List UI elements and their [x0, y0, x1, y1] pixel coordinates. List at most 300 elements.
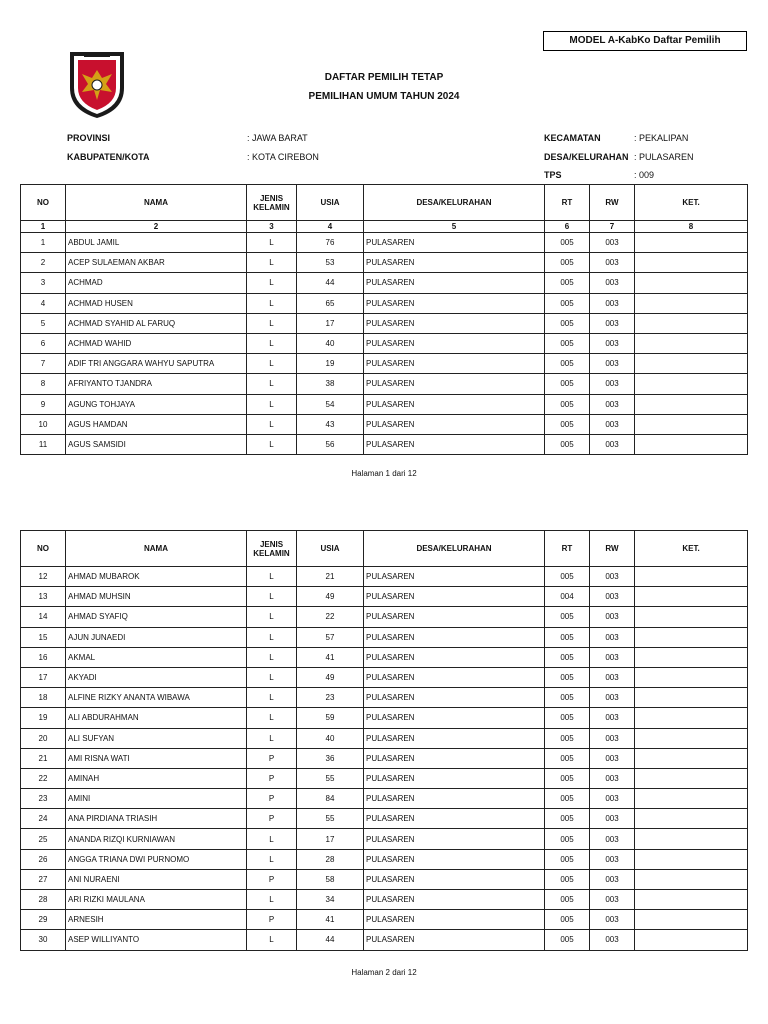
table-row — [21, 708, 748, 728]
cell-nama: AGUNG TOHJAYA — [66, 394, 247, 414]
cell-rw: 003 — [590, 708, 635, 728]
cell-jenis-kelamin: L — [247, 253, 297, 273]
cell-usia: 59 — [297, 708, 364, 728]
cell-desa: PULASAREN — [364, 748, 545, 768]
col-number: 5 — [364, 221, 545, 233]
cell-rw: 003 — [590, 394, 635, 414]
cell-ket — [635, 587, 748, 607]
cell-rt: 005 — [545, 253, 590, 273]
table-row — [21, 253, 748, 273]
kabkota-label: KABUPATEN/KOTA — [67, 152, 150, 162]
cell-desa: PULASAREN — [364, 849, 545, 869]
cell-nama: ANGGA TRIANA DWI PURNOMO — [66, 849, 247, 869]
tps-value: : 009 — [634, 170, 655, 180]
cell-jenis-kelamin: P — [247, 768, 297, 788]
cell-usia: 17 — [297, 829, 364, 849]
cell-usia: 36 — [297, 748, 364, 768]
cell-desa: PULASAREN — [364, 567, 545, 587]
cell-nama: AJUN JUNAEDI — [66, 627, 247, 647]
cell-nama: ALFINE RIZKY ANANTA WIBAWA — [66, 688, 247, 708]
cell-desa: PULASAREN — [364, 233, 545, 253]
col-header-ket: KET. — [635, 531, 748, 567]
cell-ket — [635, 647, 748, 667]
cell-rt: 005 — [545, 910, 590, 930]
cell-desa: PULASAREN — [364, 627, 545, 647]
cell-usia: 21 — [297, 567, 364, 587]
cell-desa: PULASAREN — [364, 930, 545, 950]
cell-jenis-kelamin: L — [247, 849, 297, 869]
cell-desa: PULASAREN — [364, 273, 545, 293]
cell-desa: PULASAREN — [364, 434, 545, 454]
cell-rw: 003 — [590, 748, 635, 768]
cell-rt: 005 — [545, 647, 590, 667]
cell-jenis-kelamin: L — [247, 829, 297, 849]
cell-rt: 005 — [545, 768, 590, 788]
cell-no: 26 — [21, 849, 66, 869]
cell-desa: PULASAREN — [364, 354, 545, 374]
cell-jenis-kelamin: L — [247, 728, 297, 748]
table-row — [21, 313, 748, 333]
cell-usia: 54 — [297, 394, 364, 414]
cell-rw: 003 — [590, 930, 635, 950]
cell-ket — [635, 809, 748, 829]
cell-rw: 003 — [590, 647, 635, 667]
cell-rw: 003 — [590, 313, 635, 333]
cell-rt: 005 — [545, 728, 590, 748]
cell-usia: 19 — [297, 354, 364, 374]
cell-desa: PULASAREN — [364, 789, 545, 809]
cell-ket — [635, 434, 748, 454]
cell-nama: AFRIYANTO TJANDRA — [66, 374, 247, 394]
table-row — [21, 869, 748, 889]
cell-no: 19 — [21, 708, 66, 728]
table-row — [21, 728, 748, 748]
cell-usia: 41 — [297, 647, 364, 667]
cell-nama: AMINAH — [66, 768, 247, 788]
cell-no: 5 — [21, 313, 66, 333]
cell-rw: 003 — [590, 587, 635, 607]
cell-no: 11 — [21, 434, 66, 454]
col-header-nama: NAMA — [66, 185, 247, 221]
cell-jenis-kelamin: L — [247, 273, 297, 293]
cell-rt: 005 — [545, 607, 590, 627]
cell-ket — [635, 869, 748, 889]
table-row — [21, 567, 748, 587]
cell-rt: 005 — [545, 354, 590, 374]
cell-ket — [635, 374, 748, 394]
cell-ket — [635, 333, 748, 353]
cell-rw: 003 — [590, 910, 635, 930]
table-row — [21, 414, 748, 434]
cell-usia: 56 — [297, 434, 364, 454]
cell-desa: PULASAREN — [364, 829, 545, 849]
cell-no: 14 — [21, 607, 66, 627]
cell-ket — [635, 233, 748, 253]
table-row — [21, 394, 748, 414]
cell-no: 17 — [21, 667, 66, 687]
cell-desa: PULASAREN — [364, 414, 545, 434]
cell-desa: PULASAREN — [364, 869, 545, 889]
cell-ket — [635, 313, 748, 333]
cell-desa: PULASAREN — [364, 333, 545, 353]
cell-usia: 43 — [297, 414, 364, 434]
col-header-rw: RW — [590, 531, 635, 567]
col-header-rt: RT — [545, 185, 590, 221]
cell-nama: AMINI — [66, 789, 247, 809]
cell-rw: 003 — [590, 829, 635, 849]
cell-no: 28 — [21, 890, 66, 910]
cell-rt: 005 — [545, 233, 590, 253]
cell-usia: 41 — [297, 910, 364, 930]
cell-rt: 005 — [545, 809, 590, 829]
col-header-ket: KET. — [635, 185, 748, 221]
col-header-no: NO — [21, 185, 66, 221]
cell-rt: 005 — [545, 374, 590, 394]
page-footer-1: Halaman 1 dari 12 — [351, 469, 417, 478]
cell-nama: ARI RIZKI MAULANA — [66, 890, 247, 910]
cell-ket — [635, 930, 748, 950]
cell-desa: PULASAREN — [364, 313, 545, 333]
cell-nama: ACHMAD HUSEN — [66, 293, 247, 313]
cell-rt: 005 — [545, 333, 590, 353]
cell-jenis-kelamin: L — [247, 333, 297, 353]
cell-ket — [635, 890, 748, 910]
cell-rt: 005 — [545, 930, 590, 950]
kabkota-value: : KOTA CIREBON — [247, 152, 319, 162]
cell-desa: PULASAREN — [364, 293, 545, 313]
cell-no: 9 — [21, 394, 66, 414]
cell-rt: 005 — [545, 667, 590, 687]
table-row — [21, 768, 748, 788]
cell-rt: 005 — [545, 890, 590, 910]
cell-rt: 005 — [545, 313, 590, 333]
table-row — [21, 910, 748, 930]
cell-rw: 003 — [590, 414, 635, 434]
cell-rt: 005 — [545, 829, 590, 849]
cell-rt: 005 — [545, 708, 590, 728]
cell-nama: ABDUL JAMIL — [66, 233, 247, 253]
cell-no: 8 — [21, 374, 66, 394]
cell-no: 10 — [21, 414, 66, 434]
cell-ket — [635, 829, 748, 849]
cell-no: 16 — [21, 647, 66, 667]
cell-rw: 003 — [590, 728, 635, 748]
cell-jenis-kelamin: L — [247, 607, 297, 627]
cell-no: 20 — [21, 728, 66, 748]
cell-jenis-kelamin: P — [247, 748, 297, 768]
cell-nama: ACHMAD SYAHID AL FARUQ — [66, 313, 247, 333]
cell-usia: 58 — [297, 869, 364, 889]
cell-rt: 005 — [545, 394, 590, 414]
table-row — [21, 607, 748, 627]
cell-rw: 003 — [590, 354, 635, 374]
table-row — [21, 809, 748, 829]
cell-no: 13 — [21, 587, 66, 607]
cell-no: 12 — [21, 567, 66, 587]
table-row — [21, 434, 748, 454]
cell-ket — [635, 607, 748, 627]
page-footer-2: Halaman 2 dari 12 — [351, 968, 417, 977]
cell-usia: 28 — [297, 849, 364, 869]
cell-nama: ACEP SULAEMAN AKBAR — [66, 253, 247, 273]
table-row — [21, 233, 748, 253]
table-body-page-1 — [21, 233, 748, 455]
cell-nama: ANA PIRDIANA TRIASIH — [66, 809, 247, 829]
cell-desa: PULASAREN — [364, 587, 545, 607]
cell-rt: 005 — [545, 627, 590, 647]
kecamatan-label: KECAMATAN — [544, 133, 601, 143]
cell-desa: PULASAREN — [364, 667, 545, 687]
cell-ket — [635, 708, 748, 728]
cell-desa: PULASAREN — [364, 768, 545, 788]
cell-rt: 005 — [545, 789, 590, 809]
cell-rt: 005 — [545, 849, 590, 869]
kecamatan-value: : PEKALIPAN — [634, 133, 689, 143]
cell-rw: 003 — [590, 374, 635, 394]
tps-label: TPS — [544, 170, 562, 180]
cell-ket — [635, 293, 748, 313]
cell-usia: 22 — [297, 607, 364, 627]
cell-usia: 17 — [297, 313, 364, 333]
cell-jenis-kelamin: L — [247, 890, 297, 910]
provinsi-label: PROVINSI — [67, 133, 111, 143]
table-row — [21, 890, 748, 910]
cell-no: 3 — [21, 273, 66, 293]
cell-desa: PULASAREN — [364, 708, 545, 728]
cell-no: 30 — [21, 930, 66, 950]
table-body-page-2 — [21, 567, 748, 951]
table-row — [21, 333, 748, 353]
cell-no: 29 — [21, 910, 66, 930]
cell-rt: 005 — [545, 414, 590, 434]
cell-jenis-kelamin: L — [247, 930, 297, 950]
cell-nama: ACHMAD WAHID — [66, 333, 247, 353]
cell-rw: 003 — [590, 768, 635, 788]
table-row — [21, 374, 748, 394]
table-row — [21, 930, 748, 950]
cell-nama: AHMAD MUBAROK — [66, 567, 247, 587]
cell-jenis-kelamin: L — [247, 293, 297, 313]
cell-rt: 005 — [545, 869, 590, 889]
cell-nama: AMI RISNA WATI — [66, 748, 247, 768]
cell-jenis-kelamin: L — [247, 374, 297, 394]
cell-no: 18 — [21, 688, 66, 708]
col-number: 7 — [590, 221, 635, 233]
col-header-desa: DESA/KELURAHAN — [364, 185, 545, 221]
cell-jenis-kelamin: L — [247, 688, 297, 708]
cell-rw: 003 — [590, 849, 635, 869]
cell-rw: 003 — [590, 253, 635, 273]
cell-desa: PULASAREN — [364, 809, 545, 829]
cell-rt: 005 — [545, 688, 590, 708]
cell-usia: 40 — [297, 728, 364, 748]
cell-nama: ARNESIH — [66, 910, 247, 930]
cell-no: 1 — [21, 233, 66, 253]
col-number: 1 — [21, 221, 66, 233]
table-row — [21, 273, 748, 293]
cell-usia: 49 — [297, 587, 364, 607]
cell-jenis-kelamin: L — [247, 434, 297, 454]
cell-ket — [635, 789, 748, 809]
cell-jenis-kelamin: L — [247, 587, 297, 607]
table-row — [21, 293, 748, 313]
cell-rw: 003 — [590, 627, 635, 647]
cell-usia: 55 — [297, 809, 364, 829]
cell-ket — [635, 567, 748, 587]
cell-jenis-kelamin: L — [247, 414, 297, 434]
cell-jenis-kelamin: L — [247, 627, 297, 647]
desa-value: : PULASAREN — [634, 152, 694, 162]
col-number: 6 — [545, 221, 590, 233]
cell-desa: PULASAREN — [364, 607, 545, 627]
cell-jenis-kelamin: L — [247, 313, 297, 333]
cell-rw: 003 — [590, 809, 635, 829]
cell-no: 23 — [21, 789, 66, 809]
cell-desa: PULASAREN — [364, 688, 545, 708]
cell-no: 4 — [21, 293, 66, 313]
cell-nama: AHMAD MUHSIN — [66, 587, 247, 607]
cell-no: 7 — [21, 354, 66, 374]
cell-nama: AHMAD SYAFIQ — [66, 607, 247, 627]
col-number: 8 — [635, 221, 748, 233]
cell-rw: 003 — [590, 434, 635, 454]
col-header-usia: USIA — [297, 531, 364, 567]
cell-ket — [635, 748, 748, 768]
cell-nama: AKYADI — [66, 667, 247, 687]
cell-rw: 003 — [590, 233, 635, 253]
cell-usia: 34 — [297, 890, 364, 910]
voter-table-page-2 — [20, 530, 748, 951]
cell-jenis-kelamin: L — [247, 354, 297, 374]
cell-rw: 003 — [590, 567, 635, 587]
cell-rt: 005 — [545, 434, 590, 454]
col-header-rw: RW — [590, 185, 635, 221]
cell-nama: ACHMAD — [66, 273, 247, 293]
cell-jenis-kelamin: L — [247, 647, 297, 667]
cell-no: 6 — [21, 333, 66, 353]
cell-usia: 40 — [297, 333, 364, 353]
cell-usia: 53 — [297, 253, 364, 273]
cell-ket — [635, 627, 748, 647]
cell-rw: 003 — [590, 890, 635, 910]
cell-nama: ALI SUFYAN — [66, 728, 247, 748]
model-label: MODEL A-KabKo Daftar Pemilih — [543, 31, 747, 51]
cell-ket — [635, 728, 748, 748]
cell-jenis-kelamin: P — [247, 869, 297, 889]
table-row — [21, 748, 748, 768]
cell-ket — [635, 688, 748, 708]
cell-jenis-kelamin: P — [247, 910, 297, 930]
cell-ket — [635, 273, 748, 293]
cell-desa: PULASAREN — [364, 910, 545, 930]
cell-no: 25 — [21, 829, 66, 849]
cell-nama: ASEP WILLIYANTO — [66, 930, 247, 950]
cell-desa: PULASAREN — [364, 394, 545, 414]
cell-ket — [635, 394, 748, 414]
cell-rw: 003 — [590, 688, 635, 708]
cell-nama: ALI ABDURAHMAN — [66, 708, 247, 728]
cell-jenis-kelamin: L — [247, 394, 297, 414]
cell-ket — [635, 253, 748, 273]
cell-usia: 55 — [297, 768, 364, 788]
cell-usia: 49 — [297, 667, 364, 687]
cell-nama: AGUS SAMSIDI — [66, 434, 247, 454]
cell-nama: ADIF TRI ANGGARA WAHYU SAPUTRA — [66, 354, 247, 374]
desa-label: DESA/KELURAHAN — [544, 152, 629, 162]
cell-nama: ANANDA RIZQI KURNIAWAN — [66, 829, 247, 849]
cell-rt: 005 — [545, 567, 590, 587]
provinsi-value: : JAWA BARAT — [247, 133, 308, 143]
col-header-jenis-kelamin: JENIS KELAMIN — [247, 531, 297, 567]
cell-no: 21 — [21, 748, 66, 768]
cell-jenis-kelamin: L — [247, 708, 297, 728]
cell-nama: AGUS HAMDAN — [66, 414, 247, 434]
cell-ket — [635, 667, 748, 687]
cell-rw: 003 — [590, 333, 635, 353]
table-row — [21, 849, 748, 869]
document-subtitle: PEMILIHAN UMUM TAHUN 2024 — [308, 91, 460, 102]
cell-desa: PULASAREN — [364, 374, 545, 394]
cell-ket — [635, 849, 748, 869]
table-row — [21, 587, 748, 607]
voter-table-page-1 — [20, 184, 748, 455]
cell-rt: 005 — [545, 273, 590, 293]
cell-no: 27 — [21, 869, 66, 889]
cell-rw: 003 — [590, 607, 635, 627]
cell-no: 24 — [21, 809, 66, 829]
cell-rw: 003 — [590, 293, 635, 313]
cell-desa: PULASAREN — [364, 728, 545, 748]
cell-rt: 004 — [545, 587, 590, 607]
col-number: 4 — [297, 221, 364, 233]
col-header-jenis-kelamin: JENIS KELAMIN — [247, 185, 297, 221]
col-number: 2 — [66, 221, 247, 233]
table-row — [21, 789, 748, 809]
cell-rw: 003 — [590, 869, 635, 889]
table-row — [21, 354, 748, 374]
cell-no: 15 — [21, 627, 66, 647]
col-header-usia: USIA — [297, 185, 364, 221]
col-header-nama: NAMA — [66, 531, 247, 567]
cell-desa: PULASAREN — [364, 647, 545, 667]
cell-usia: 76 — [297, 233, 364, 253]
cell-no: 22 — [21, 768, 66, 788]
cell-rt: 005 — [545, 748, 590, 768]
cell-jenis-kelamin: P — [247, 809, 297, 829]
kpu-logo-icon — [66, 48, 128, 120]
cell-ket — [635, 910, 748, 930]
cell-ket — [635, 414, 748, 434]
cell-jenis-kelamin: L — [247, 567, 297, 587]
cell-rt: 005 — [545, 293, 590, 313]
col-header-no: NO — [21, 531, 66, 567]
cell-jenis-kelamin: L — [247, 667, 297, 687]
cell-rw: 003 — [590, 667, 635, 687]
cell-ket — [635, 354, 748, 374]
table-row — [21, 688, 748, 708]
table-row — [21, 647, 748, 667]
cell-usia: 65 — [297, 293, 364, 313]
cell-desa: PULASAREN — [364, 890, 545, 910]
col-header-rt: RT — [545, 531, 590, 567]
cell-rw: 003 — [590, 273, 635, 293]
cell-nama: ANI NURAENI — [66, 869, 247, 889]
cell-desa: PULASAREN — [364, 253, 545, 273]
table-row — [21, 829, 748, 849]
cell-usia: 38 — [297, 374, 364, 394]
col-number: 3 — [247, 221, 297, 233]
cell-usia: 44 — [297, 930, 364, 950]
